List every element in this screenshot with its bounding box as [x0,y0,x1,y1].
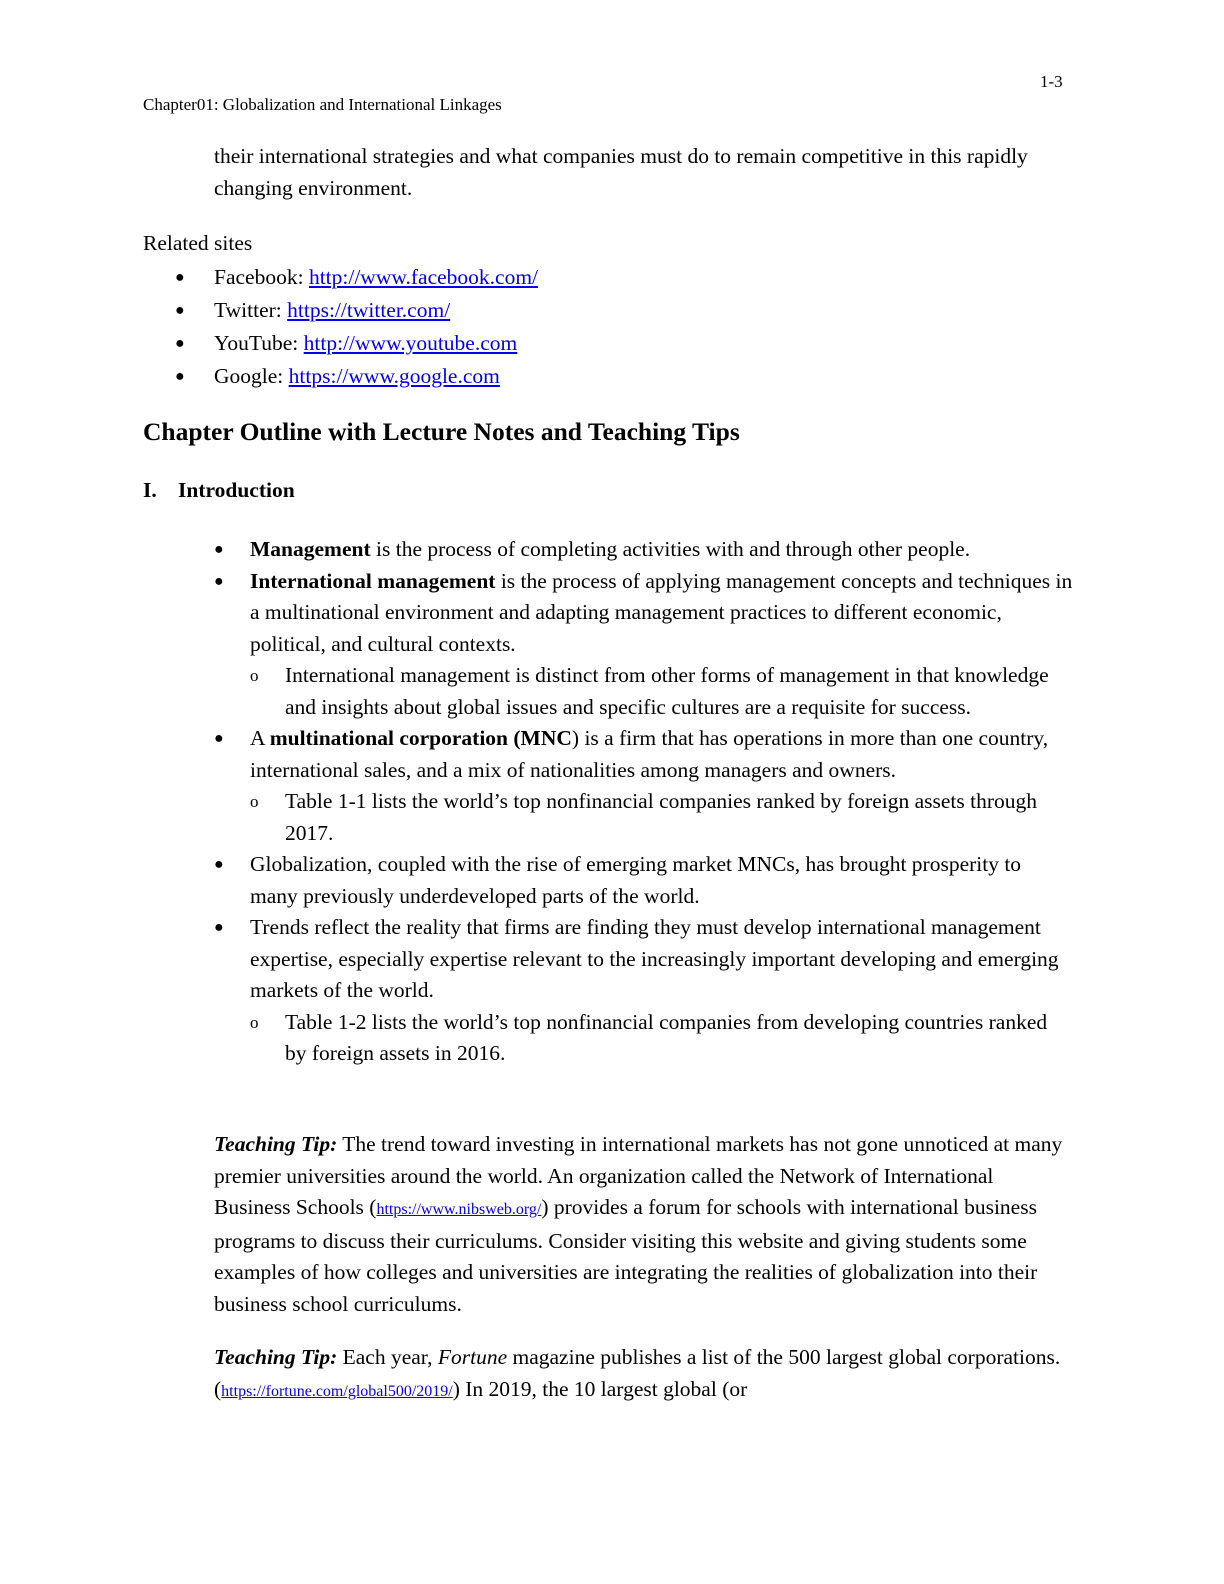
term: multinational corporation (MNC [269,726,572,750]
site-name: YouTube: [214,331,299,355]
bullet-icon: ● [214,919,224,936]
site-name: Twitter: [214,298,282,322]
related-site-item [143,360,538,393]
term: Management [250,537,371,561]
outline-item [214,723,1074,849]
subsection-number: I. [143,478,157,502]
page-number: 1-3 [1040,72,1063,91]
sub-item-text: Table 1-1 lists the world’s top nonfinancial companies ranked by foreign assets through 2017. [285,789,1038,845]
subsection-title [143,478,295,503]
sub-list [250,786,1074,849]
bullet-icon: ● [214,541,224,558]
item-text: is the process of completing activities with and through other people. [370,537,971,561]
google-link[interactable]: https://www.google.com [288,364,500,388]
teaching-tip-label: Teaching Tip: [214,1345,338,1369]
sub-item-text: Table 1-2 lists the world’s top nonfinancial companies from developing countries ranked by foreign assets in 2016. [285,1009,1048,1065]
tip-text: ) In 2019, the 10 largest global (or [452,1376,748,1401]
site-name: Facebook: [214,265,304,289]
teaching-tip-2 [214,1342,1074,1407]
term: International management [250,568,496,593]
magazine-title: Fortune [437,1345,508,1369]
bullet-icon: ● [175,302,185,319]
subsection-label: Introduction [178,478,295,502]
twitter-link[interactable]: https://twitter.com/ [287,298,451,322]
outline-item [214,534,1074,566]
bullet-icon: ● [214,856,224,873]
related-site-item [143,294,538,327]
tip-text: Each year, [337,1345,438,1369]
running-head: Chapter01: Globalization and International Linkages [143,95,502,114]
continuation-paragraph: their international strategies and what companies must do to remain competitive in this rapidly changing environment. [214,144,1028,200]
site-name: Google: [214,364,284,388]
outline-list [214,534,1074,1070]
related-site-item [143,327,538,360]
item-text: Trends reflect the reality that firms are finding they must develop international management expertise, especially expertise relevant to the increasingly important developing and emerging markets of the world. [250,915,1059,1002]
bullet-icon: ● [214,730,224,747]
section-title: Chapter Outline with Lecture Notes and Teaching Tips [143,417,740,446]
related-sites-list [143,261,538,393]
item-prefix: A [250,726,270,750]
sub-item-text: International management is distinct from other forms of management in that knowledge and insights about global issues and specific cultures are a requisite for success. [285,663,1049,719]
item-text: is the process of applying management concepts and techniques in a multinational environment and adapting management practices to different economic, political, and cultural contexts. [250,568,1073,656]
related-site-item [143,261,538,294]
bullet-icon: ● [214,572,224,590]
teaching-tip-1 [214,1129,1074,1320]
youtube-link[interactable]: http://www.youtube.com [303,331,518,355]
tip-text: magazine publishes a list of the 500 largest global corporations. ( [214,1345,1061,1401]
bullet-icon: ● [175,368,185,385]
circle-bullet-icon: o [250,792,259,811]
item-text: Globalization, coupled with the rise of emerging market MNCs, has brought prosperity to many previously underdeveloped parts of the world. [250,852,1022,908]
sub-item [250,660,1074,723]
item-text: ) is a firm that has operations in more than one country, international sales, and a mix of nationalities among managers and owners. [250,726,1049,782]
bullet-icon: ● [175,269,185,286]
sub-item [250,786,1074,849]
tip-text: ) provides a forum for schools with international business programs to discuss their curriculums. Consider visiting this website and giving students some examples of how colleges and universities are integrating the realities of globalization into their business school curriculums. [214,1195,1038,1316]
sub-list [250,660,1074,723]
outline-item [214,912,1074,1070]
sub-item [250,1007,1074,1070]
teaching-tip-label: Teaching Tip: [214,1132,338,1156]
tip-text: The trend toward investing in international markets has not gone unnoticed at many premier universities around the world. An organization called the Network of International Business Schools ( [214,1132,1063,1219]
sub-list [250,1007,1074,1070]
circle-bullet-icon: o [250,1012,259,1032]
nibsweb-link[interactable]: https://www.nibsweb.org/ [376,1201,542,1218]
outline-item [214,849,1074,912]
related-sites-label: Related sites [143,231,253,255]
facebook-link[interactable]: http://www.facebook.com/ [308,265,539,289]
bullet-icon: ● [175,335,185,352]
fortune-link[interactable]: https://fortune.com/global500/2019/ [221,1382,453,1400]
outline-item [214,566,1074,724]
circle-bullet-icon: o [250,666,259,685]
